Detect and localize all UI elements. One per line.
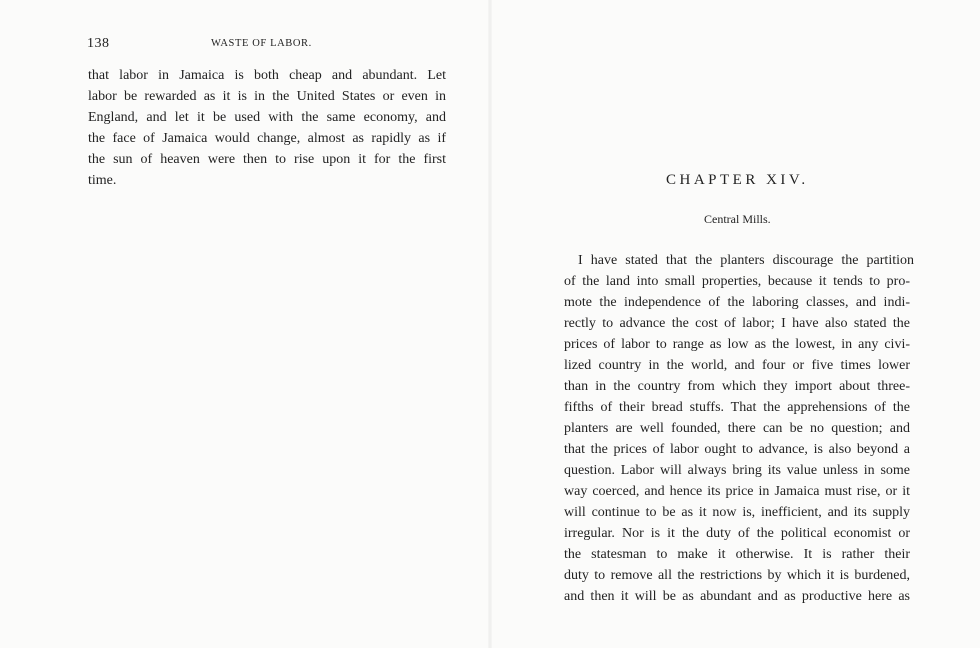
body-line: that the prices of labor ought to advance, is also beyond a bbox=[564, 442, 910, 457]
body-line: mote the independence of the laboring classes, and indi- bbox=[564, 295, 910, 310]
body-line: that labor in Jamaica is both cheap and abundant. Let bbox=[88, 68, 446, 83]
chapter-subtitle: Central Mills. bbox=[704, 212, 771, 226]
body-line: than in the country from which they import about three- bbox=[564, 379, 910, 394]
body-line: I have stated that the planters discourage the partition bbox=[578, 253, 914, 268]
running-title: WASTE OF LABOR. bbox=[211, 38, 312, 49]
body-line: prices of labor to range as low as the lowest, in any civi- bbox=[564, 337, 910, 352]
body-line: lized country in the world, and four or five times lower bbox=[564, 358, 910, 373]
body-line: duty to remove all the restrictions by which it is burdened, bbox=[564, 568, 910, 583]
body-line: England, and let it be used with the same economy, and bbox=[88, 110, 446, 125]
body-line: the statesman to make it otherwise. It is rather their bbox=[564, 547, 910, 562]
body-line: the sun of heaven were then to rise upon it for the first bbox=[88, 152, 446, 167]
body-line: and then it will be as abundant and as productive here as bbox=[564, 589, 910, 604]
body-line: will continue to be as it now is, inefficient, and its supply bbox=[564, 505, 910, 520]
body-line: rectly to advance the cost of labor; I have also stated the bbox=[564, 316, 910, 331]
right-page bbox=[490, 0, 980, 648]
body-line: way coerced, and hence its price in Jamaica must rise, or it bbox=[564, 484, 910, 499]
body-line: planters are well founded, there can be no question; and bbox=[564, 421, 910, 436]
running-head bbox=[87, 36, 447, 54]
body-line: irregular. Nor is it the duty of the political economist or bbox=[564, 526, 910, 541]
chapter-title: CHAPTER XIV. bbox=[666, 172, 809, 188]
body-line: the face of Jamaica would change, almost as rapidly as if bbox=[88, 131, 446, 146]
body-line: labor be rewarded as it is in the United States or even in bbox=[88, 89, 446, 104]
body-line: fifths of their bread stuffs. That the apprehensions of the bbox=[564, 400, 910, 415]
body-line: time. bbox=[88, 173, 117, 188]
body-line: question. Labor will always bring its value unless in some bbox=[564, 463, 910, 478]
body-line: of the land into small properties, because it tends to pro- bbox=[564, 274, 910, 289]
page-number: 138 bbox=[87, 36, 110, 51]
